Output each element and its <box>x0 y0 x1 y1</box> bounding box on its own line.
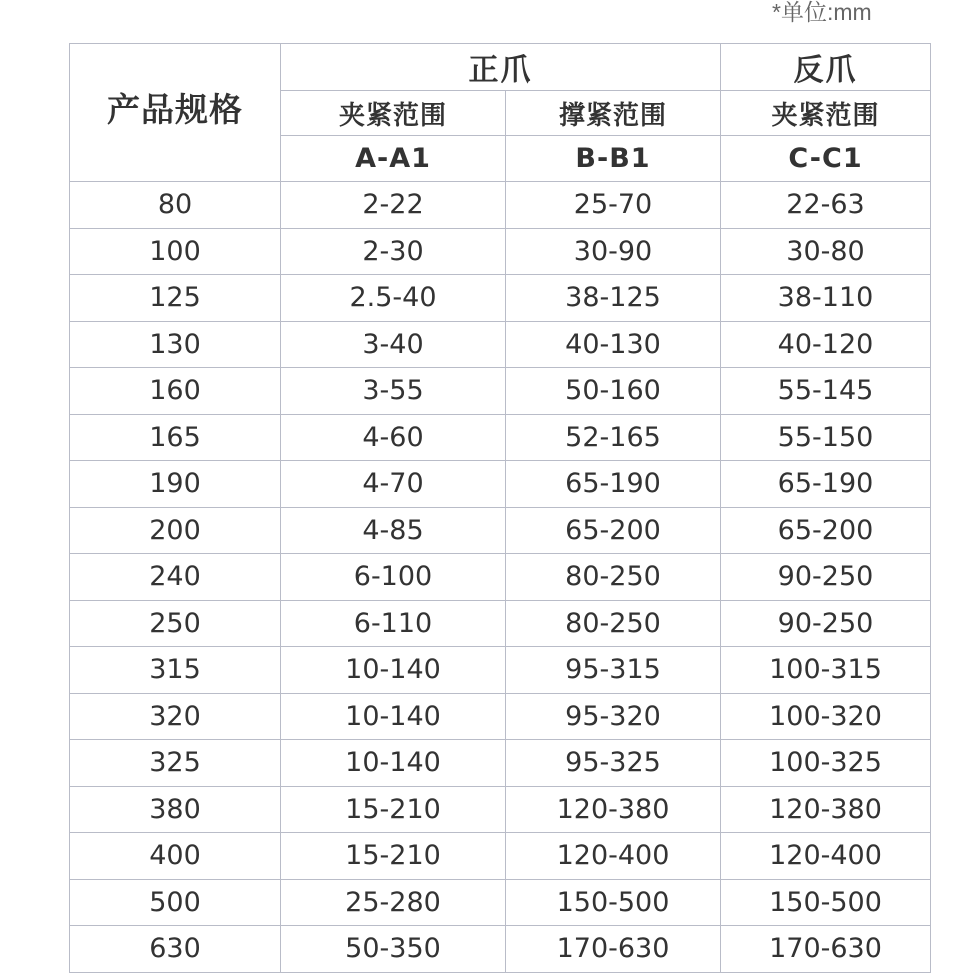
clamp-range-cell: 10-140 <box>281 740 506 787</box>
spec-cell: 80 <box>70 182 281 229</box>
header-row-group <box>70 44 931 91</box>
table-row <box>70 414 931 461</box>
col-a-code: A-A1 <box>281 136 506 182</box>
table-row <box>70 461 931 508</box>
table-row <box>70 647 931 694</box>
reverse-clamp-cell: 65-200 <box>721 507 931 554</box>
table-row <box>70 228 931 275</box>
spec-cell: 320 <box>70 693 281 740</box>
spec-cell: 125 <box>70 275 281 322</box>
clamp-range-cell: 6-100 <box>281 554 506 601</box>
reverse-clamp-cell: 120-380 <box>721 786 931 833</box>
expand-range-cell: 120-400 <box>506 833 721 880</box>
clamp-range-cell: 10-140 <box>281 693 506 740</box>
reverse-clamp-cell: 90-250 <box>721 554 931 601</box>
table-row <box>70 926 931 973</box>
spec-cell: 400 <box>70 833 281 880</box>
table-row <box>70 600 931 647</box>
col-c-label: 夹紧范围 <box>721 91 931 136</box>
table-row <box>70 693 931 740</box>
col-b-label: 撑紧范围 <box>506 91 721 136</box>
table-row <box>70 275 931 322</box>
spec-cell: 165 <box>70 414 281 461</box>
spec-cell: 160 <box>70 368 281 415</box>
unit-note: *单位:mm <box>772 0 872 25</box>
clamp-range-cell: 4-70 <box>281 461 506 508</box>
clamp-range-cell: 3-55 <box>281 368 506 415</box>
clamp-range-cell: 3-40 <box>281 321 506 368</box>
spec-cell: 240 <box>70 554 281 601</box>
spec-header: 产品规格 <box>70 44 281 182</box>
spec-cell: 250 <box>70 600 281 647</box>
expand-range-cell: 150-500 <box>506 879 721 926</box>
reverse-clamp-cell: 150-500 <box>721 879 931 926</box>
table-row <box>70 740 931 787</box>
expand-range-cell: 65-190 <box>506 461 721 508</box>
expand-range-cell: 95-315 <box>506 647 721 694</box>
clamp-range-cell: 10-140 <box>281 647 506 694</box>
clamp-range-cell: 4-85 <box>281 507 506 554</box>
reverse-clamp-cell: 100-320 <box>721 693 931 740</box>
reverse-clamp-cell: 38-110 <box>721 275 931 322</box>
reverse-jaw-header: 反爪 <box>721 44 931 91</box>
expand-range-cell: 25-70 <box>506 182 721 229</box>
expand-range-cell: 52-165 <box>506 414 721 461</box>
expand-range-cell: 95-320 <box>506 693 721 740</box>
reverse-clamp-cell: 40-120 <box>721 321 931 368</box>
reverse-clamp-cell: 100-315 <box>721 647 931 694</box>
clamp-range-cell: 15-210 <box>281 833 506 880</box>
reverse-clamp-cell: 90-250 <box>721 600 931 647</box>
clamp-range-cell: 2-30 <box>281 228 506 275</box>
spec-cell: 100 <box>70 228 281 275</box>
clamp-range-cell: 50-350 <box>281 926 506 973</box>
reverse-clamp-cell: 100-325 <box>721 740 931 787</box>
reverse-clamp-cell: 22-63 <box>721 182 931 229</box>
reverse-clamp-cell: 120-400 <box>721 833 931 880</box>
spec-cell: 190 <box>70 461 281 508</box>
expand-range-cell: 80-250 <box>506 600 721 647</box>
clamp-range-cell: 25-280 <box>281 879 506 926</box>
reverse-clamp-cell: 65-190 <box>721 461 931 508</box>
table-row <box>70 554 931 601</box>
col-b-code: B-B1 <box>506 136 721 182</box>
table-row <box>70 879 931 926</box>
expand-range-cell: 170-630 <box>506 926 721 973</box>
spec-cell: 630 <box>70 926 281 973</box>
reverse-clamp-cell: 170-630 <box>721 926 931 973</box>
spec-table-body <box>70 44 931 973</box>
spec-cell: 130 <box>70 321 281 368</box>
spec-cell: 200 <box>70 507 281 554</box>
table-row <box>70 786 931 833</box>
clamp-range-cell: 6-110 <box>281 600 506 647</box>
spec-cell: 500 <box>70 879 281 926</box>
expand-range-cell: 65-200 <box>506 507 721 554</box>
spec-cell: 380 <box>70 786 281 833</box>
spec-cell: 315 <box>70 647 281 694</box>
expand-range-cell: 50-160 <box>506 368 721 415</box>
table-row <box>70 368 931 415</box>
expand-range-cell: 40-130 <box>506 321 721 368</box>
expand-range-cell: 30-90 <box>506 228 721 275</box>
clamp-range-cell: 4-60 <box>281 414 506 461</box>
spec-table <box>69 43 931 973</box>
reverse-clamp-cell: 55-145 <box>721 368 931 415</box>
spec-cell: 325 <box>70 740 281 787</box>
table-row <box>70 182 931 229</box>
table-row <box>70 507 931 554</box>
table-row <box>70 833 931 880</box>
clamp-range-cell: 2-22 <box>281 182 506 229</box>
col-a-label: 夹紧范围 <box>281 91 506 136</box>
clamp-range-cell: 2.5-40 <box>281 275 506 322</box>
expand-range-cell: 120-380 <box>506 786 721 833</box>
expand-range-cell: 80-250 <box>506 554 721 601</box>
col-c-code: C-C1 <box>721 136 931 182</box>
clamp-range-cell: 15-210 <box>281 786 506 833</box>
front-jaw-header: 正爪 <box>281 44 721 91</box>
expand-range-cell: 38-125 <box>506 275 721 322</box>
expand-range-cell: 95-325 <box>506 740 721 787</box>
reverse-clamp-cell: 55-150 <box>721 414 931 461</box>
table-row <box>70 321 931 368</box>
reverse-clamp-cell: 30-80 <box>721 228 931 275</box>
